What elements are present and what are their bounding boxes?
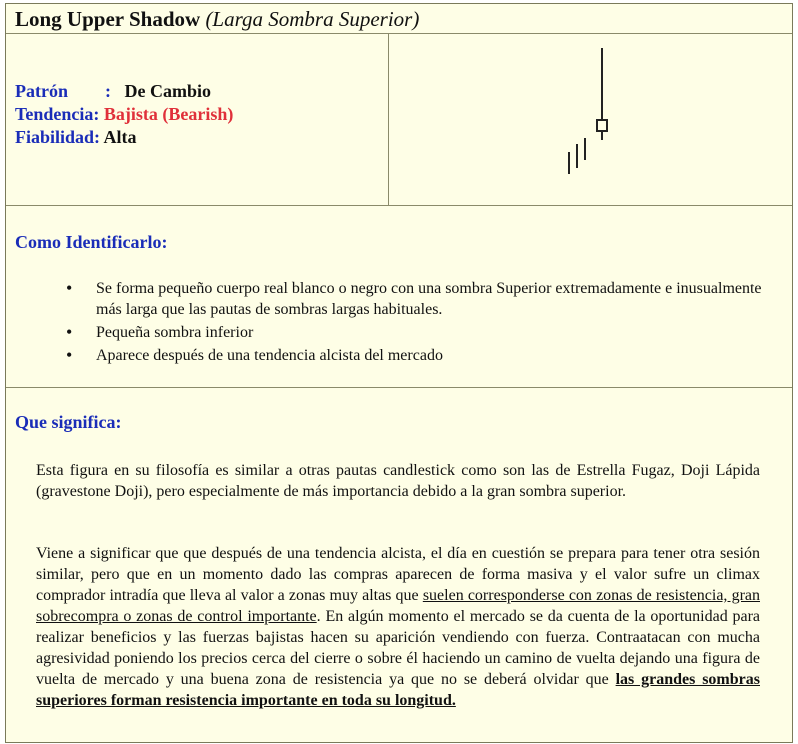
paragraph-2-text-b: . En algún momento el mercado se da cuenta de la oportunidad para realizar beneficios y las fuerzas bajistas hacen su aparición vendiendo con fuerza. Contraatacan con mucha agresividad poniendo los precios cerca del cierre o sobre él haciendo un camino de vuelta dejando una figura de vuelta de mercado y una buena zona de resistencia ya que no se deberá olvidar que xyxy=(36,608,761,688)
identify-list xyxy=(66,278,766,368)
reliability-line xyxy=(15,126,233,149)
identify-section xyxy=(6,206,792,388)
reliability-label: Fiabilidad: xyxy=(15,127,101,147)
info-row xyxy=(6,34,792,206)
title-main: Long Upper Shadow xyxy=(15,7,201,31)
paragraph-2-underlined: suelen corresponderse con zonas de resistencia, gran sobrecompra o zonas de control importante xyxy=(36,587,760,625)
meaning-section xyxy=(6,388,792,744)
title-alt: (Larga Sombra Superior) xyxy=(205,7,420,31)
list-item: • Aparece después de una tendencia alcista del mercado xyxy=(66,345,766,366)
meaning-paragraph-2 xyxy=(36,543,760,711)
page-title xyxy=(15,7,419,32)
list-item: • Se forma pequeño cuerpo real blanco o negro con una sombra Superior extremadamente e inusualmente más larga que las pautas de sombras largas habituales. xyxy=(66,278,766,320)
meaning-heading: Que significa: xyxy=(15,412,122,432)
reliability-value: Alta xyxy=(103,127,137,147)
pattern-line xyxy=(15,80,233,103)
candlestick-diagram xyxy=(389,34,792,205)
candlestick-svg xyxy=(389,34,793,206)
pattern-info xyxy=(6,34,389,205)
list-item: • Pequeña sombra inferior xyxy=(66,322,766,343)
trend-label: Tendencia: xyxy=(15,104,100,124)
pattern-sheet xyxy=(5,3,793,743)
identify-heading: Como Identificarlo: xyxy=(15,232,168,252)
pattern-label: Patrón xyxy=(15,81,68,101)
pattern-separator: : xyxy=(105,81,111,101)
paragraph-2-bold-underlined: las grandes sombras superiores forman resistencia importante en toda su longitud. xyxy=(36,671,760,709)
candle-body xyxy=(597,120,607,131)
trend-value: Bajista (Bearish) xyxy=(103,104,234,124)
title-row xyxy=(6,4,792,34)
pattern-value: De Cambio xyxy=(124,81,211,101)
trend-line xyxy=(15,103,233,126)
meaning-paragraph-1: Esta figura en su filosofía es similar a otras pautas candlestick como son las de Estrella Fugaz, Doji Lápida (gravestone Doji), pero especialmente de más importancia debido a la gran sombra superior. xyxy=(36,462,760,500)
paragraph-2-text-a: Viene a significar que que después de una tendencia alcista, el día en cuestión se prepara para tener otra sesión similar, pero que en un momento dado las compras aparecen de forma masiva y el valor sufre un climax comprador intradía que lleva al valor a zonas muy altas que xyxy=(36,545,760,604)
